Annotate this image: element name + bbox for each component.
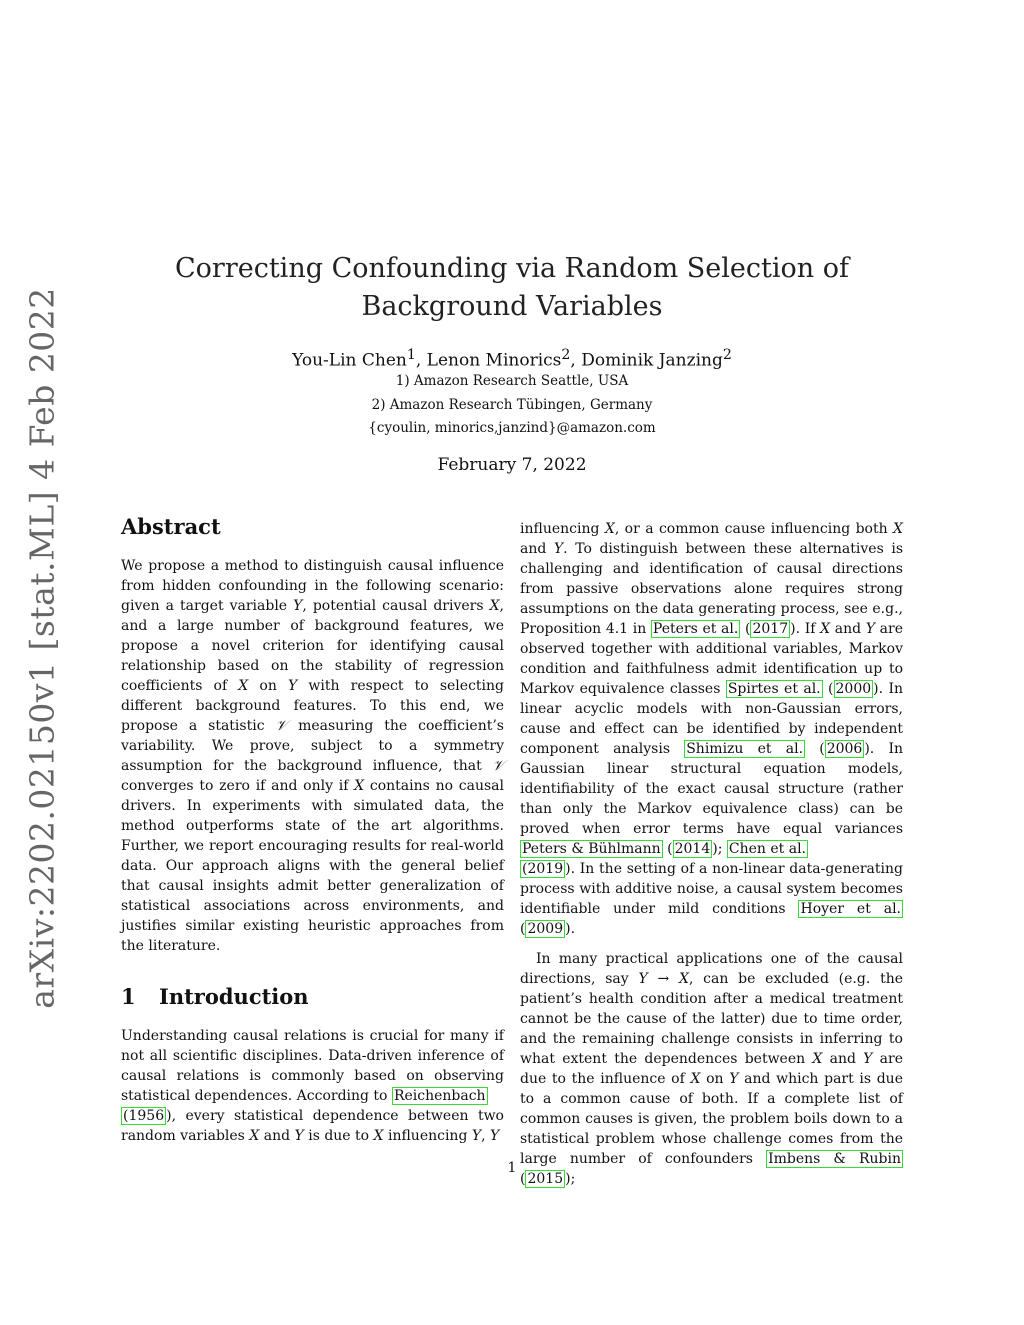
citation-link[interactable]: Peters et al. — [652, 621, 739, 637]
citation-year-link[interactable]: 2015 — [527, 1171, 564, 1187]
affiliations — [0, 370, 1024, 441]
citation-year-link[interactable]: 2014 — [674, 841, 711, 857]
publication-date: February 7, 2022 — [437, 455, 587, 475]
citation-year-link[interactable]: 2000 — [835, 681, 872, 697]
title-line-2: Background Variables — [361, 291, 663, 322]
citation-year-link[interactable]: 2009 — [527, 921, 564, 937]
citation-link[interactable]: Imbens & Rubin — [768, 1151, 901, 1167]
author-list: You-Lin Chen$^1$, Lenon Minorics$^2$, Dominik Janzing$^2$ — [292, 347, 732, 371]
abstract-heading: Abstract — [121, 514, 221, 539]
intro-paragraph-1-continued: influencing X, or a common cause influencing both X and Y. To distinguish between these alternatives is challenging and identification of causal directions from passive observations alone requires strong assumptions on the data generating process, see e.g., Proposition 4.1 in Peters et al. ( 2017 ). If X and Y are observed together with additional variables, Markov condition and faithfulness admit identification up to Markov equivalence classes Spirtes et al. ( 2000 ). In linear acyclic models with non-Gaussian errors, cause and effect can be identified by independent component analysis Shimizu et al. ( 2006 ). In Gaussian linear structural equation models, identifiability of the exact causal structure (rather than only the Markov equivalence class) can be proved when error terms have equal variances Peters & Bühlmann ( 2014 ); Chen et al. (2019 ). In the setting of a non-linear data-generating process with additive noise, a causal system becomes identifiable under mild conditions Hoyer et al. ( 2009 ). — [520, 521, 904, 937]
section-number: 1 — [121, 984, 136, 1009]
author-name: You-Lin Chen — [292, 350, 407, 371]
title-line-1: Correcting Confounding via Random Selection of — [175, 253, 849, 284]
citation-link[interactable]: Shimizu et al. — [686, 741, 804, 757]
author-affil-mark: 2 — [722, 347, 732, 363]
section-heading-introduction — [121, 982, 504, 1012]
intro-paragraph-2: In many practical applications one of the causal directions, say Y → X, can be excluded (e.g. the patient’s health condition after a medical treatment cannot be the cause of the latter) due to time order, and the remaining challenge consists in inferring to what extent the dependences between X and Y are due to the influence of X on Y and which part is due to a common cause of both. If a complete list of common causes is given, the problem boils down to a statistical problem whose challenge comes from the large number of confounders Imbens & Rubin ( 2015 ); — [520, 951, 903, 1187]
author-affil-mark: 2 — [561, 347, 571, 363]
citation-year-link[interactable]: (2019 — [522, 861, 564, 877]
citation-year-link[interactable]: 2017 — [752, 621, 789, 637]
citation-year-link[interactable]: 2006 — [826, 741, 863, 757]
paper-title — [0, 250, 1024, 326]
citation-year-link[interactable]: (1956 — [123, 1108, 165, 1124]
citation-link[interactable]: Spirtes et al. — [727, 681, 821, 697]
affiliation-line: 2) Amazon Research Tübingen, Germany — [371, 396, 653, 413]
author-affil-mark: 1 — [406, 347, 416, 363]
citation-link[interactable]: Hoyer et al. — [800, 901, 901, 917]
right-column — [520, 519, 903, 1189]
arxiv-identifier: arXiv:2202.02150v1 [stat.ML] 4 Feb 2022 — [22, 287, 62, 1009]
citation-link[interactable]: Reichenbach — [393, 1088, 486, 1104]
affiliation-line: 1) Amazon Research Seattle, USA — [395, 373, 629, 389]
author-name: Dominik Janzing — [581, 350, 723, 371]
section-title: Introduction — [159, 984, 309, 1009]
page-number: 1 — [507, 1160, 517, 1176]
author-name: Lenon Minorics — [426, 350, 562, 371]
citation-link[interactable]: Chen et al. — [728, 841, 807, 857]
citation-link[interactable]: Peters & Bühlmann — [522, 841, 661, 857]
left-column — [121, 512, 504, 1146]
intro-paragraph-1: Understanding causal relations is crucial for many if not all scientific disciplines. Data-driven inference of causal relations is commonly based on observing statistical dependences. According to Reichenbach (1956 ), every statistical dependence between two random variables X and Y is due to X influencing Y, Y — [121, 1028, 504, 1144]
abstract-text: We propose a method to distinguish causal influence from hidden confounding in the following scenario: given a target variable Y, potential causal drivers X, and a large number of background features, we propose a novel criterion for identifying causal relationship based on the stability of regression coefficients of X on Y with respect to selecting different background features. To this end, we propose a statistic 𝒱 measuring the coefficient’s variability. We prove, subject to a symmetry assumption for the background influence, that 𝒱 converges to zero if and only if X contains no causal drivers. In experiments with simulated data, the method outperforms state of the art algorithms. Further, we report encouraging results for real-world data. Our approach aligns with the general belief that causal insights admit better generalization of statistical associations across environments, and justifies similar existing heuristic approaches from the literature. — [121, 558, 504, 954]
email-line: {cyoulin, minorics,janzind}@amazon.com — [368, 420, 656, 436]
